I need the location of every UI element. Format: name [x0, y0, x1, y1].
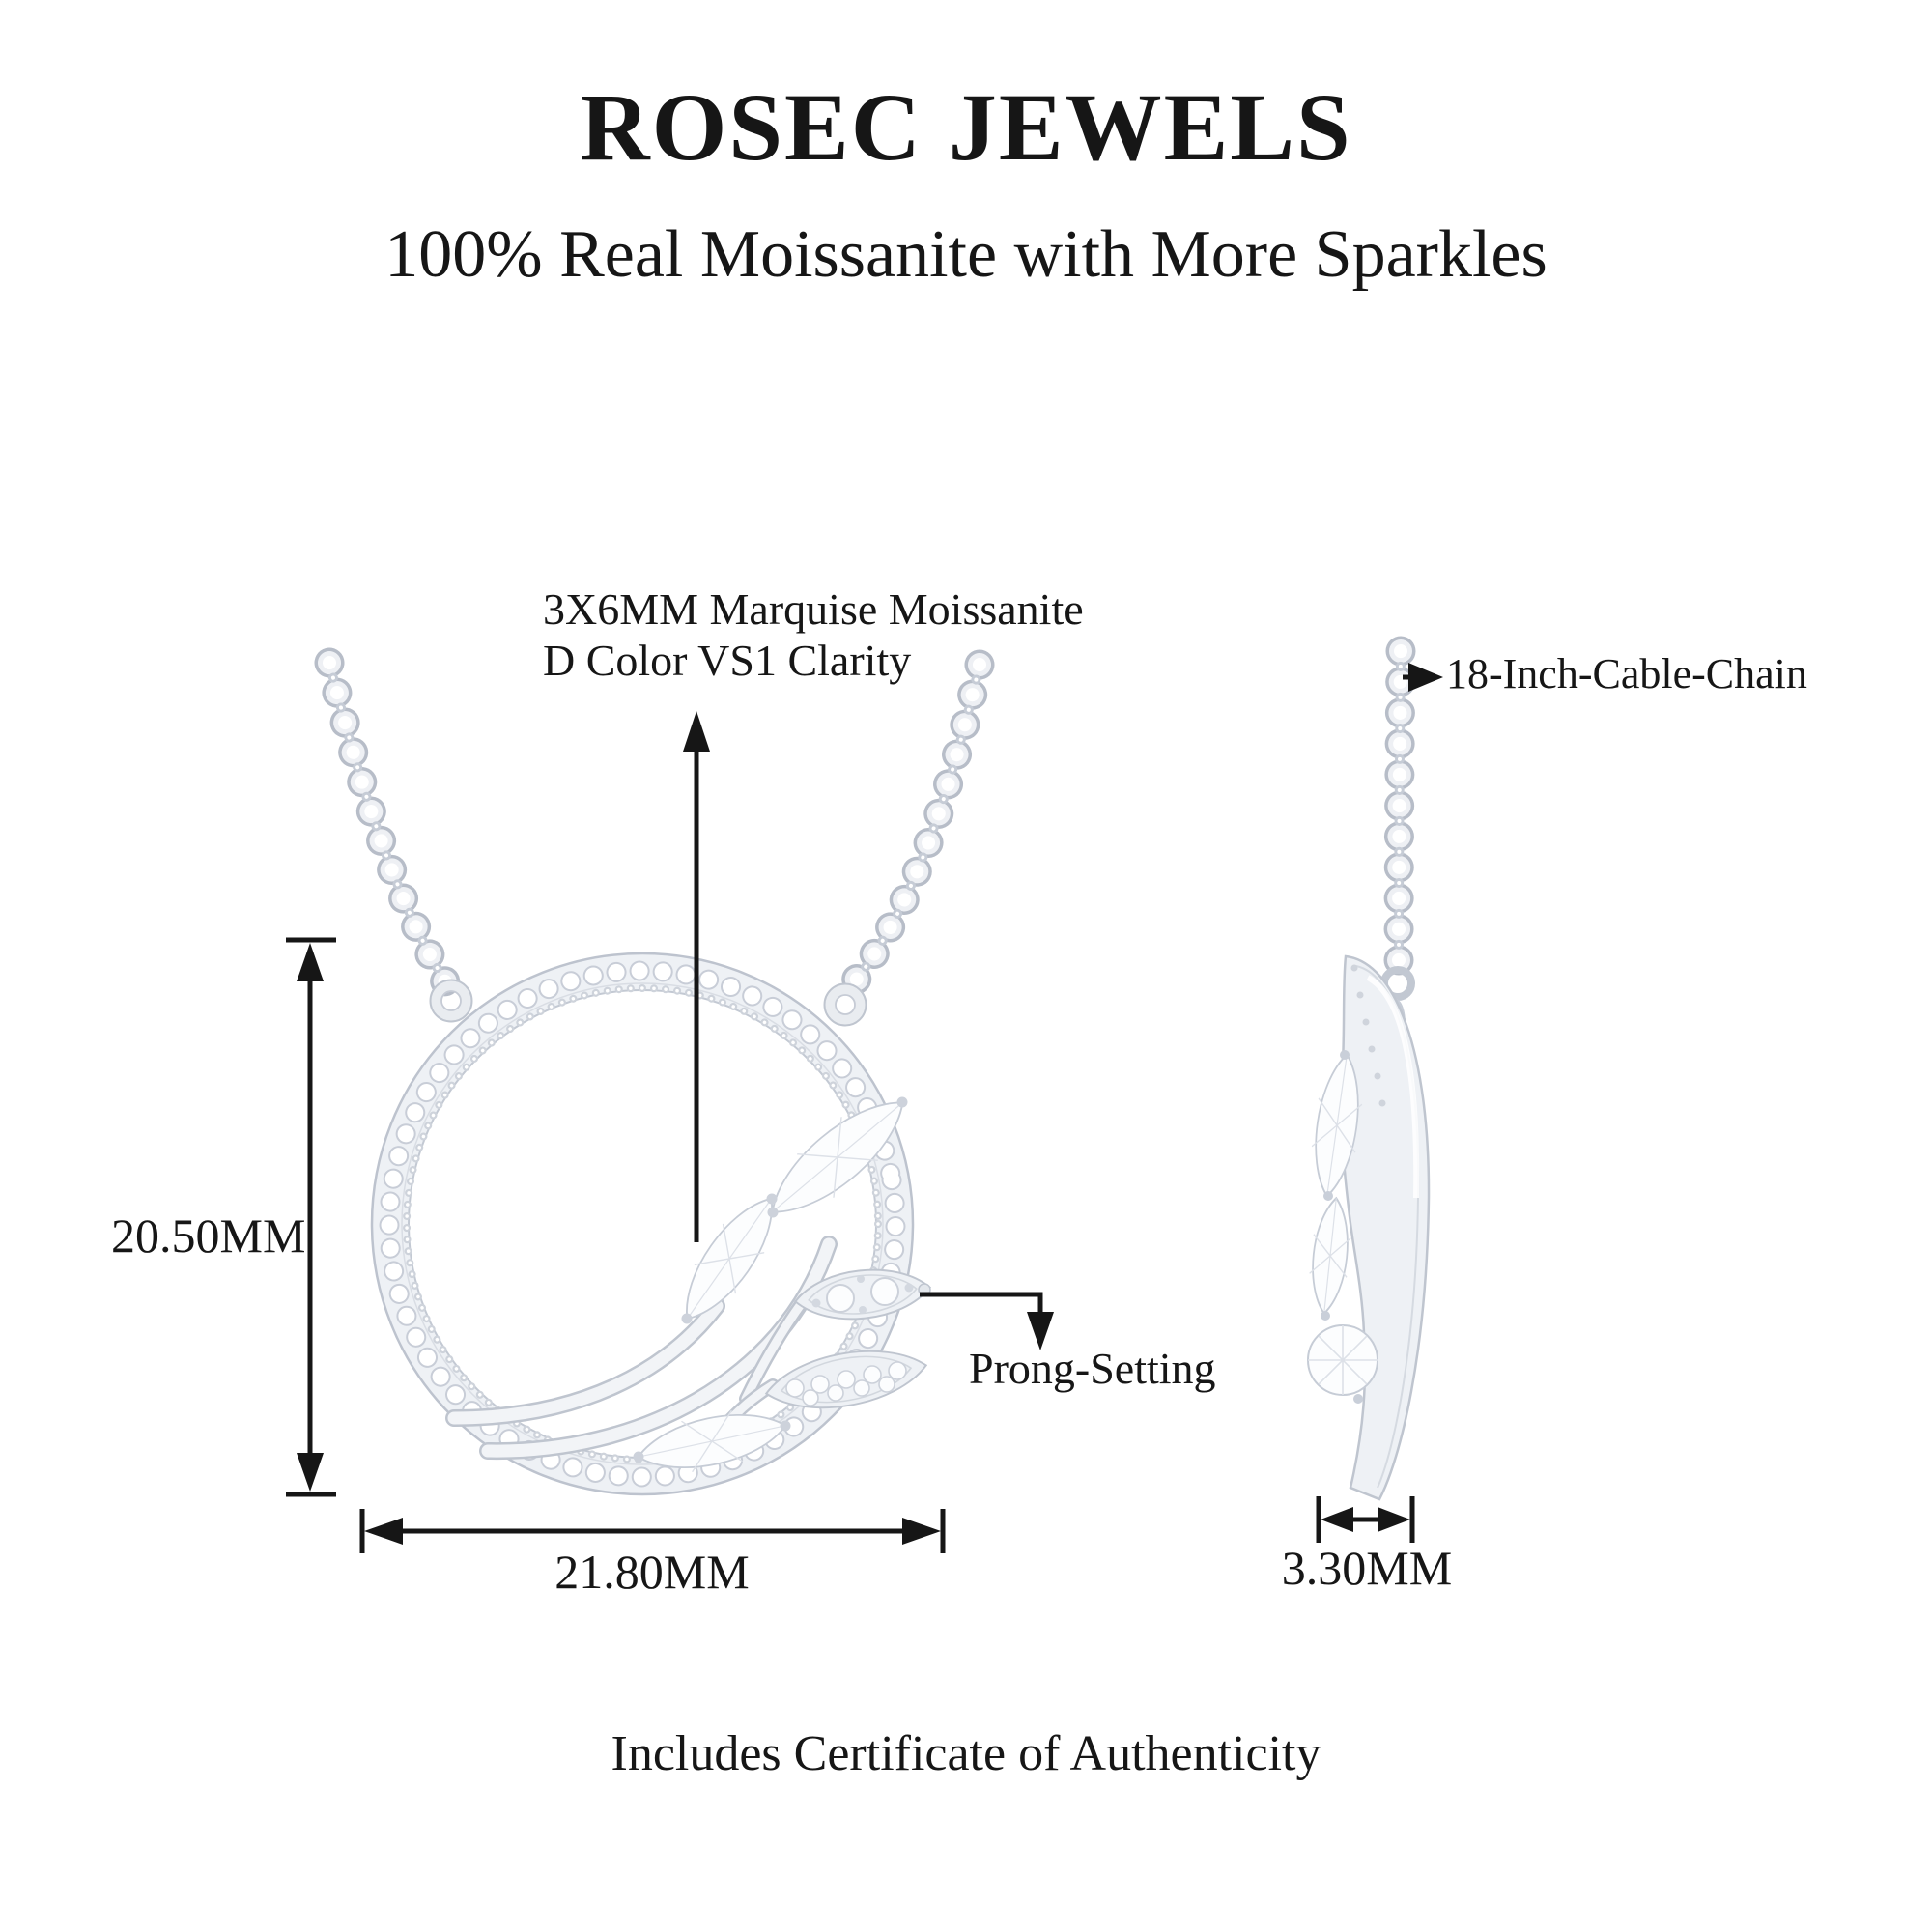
page-title: ROSEC JEWELS: [580, 73, 1352, 181]
certificate-note: Includes Certificate of Authenticity: [611, 1726, 1321, 1781]
chain-left: [329, 663, 446, 983]
stone-spec-line2: D Color VS1 Clarity: [543, 636, 912, 686]
side-marquise-stone: [1306, 1196, 1355, 1315]
chain-annotation-arrow: [1403, 663, 1443, 692]
tagline: 100% Real Moissanite with More Sparkles: [384, 217, 1548, 292]
chain-side: [1399, 651, 1401, 970]
side-band: [1341, 956, 1429, 1499]
stone-spec-line1: 3X6MM Marquise Moissanite: [543, 584, 1084, 634]
stone-spec-annotation: [543, 583, 1084, 687]
chain-right: [850, 665, 980, 987]
depth-dimension-line: [1319, 1496, 1412, 1543]
prong-setting-label: Prong-Setting: [969, 1344, 1216, 1393]
side-round-stone: [1308, 1325, 1378, 1395]
height-dimension-label: 20.50MM: [111, 1208, 306, 1263]
pendant-front-view: [349, 930, 935, 1517]
bail-loop-right: [825, 984, 867, 1026]
pendant-side-view: [1305, 956, 1429, 1499]
depth-dimension-label: 3.30MM: [1281, 1541, 1453, 1595]
chain-length-label: 18-Inch-Cable-Chain: [1446, 650, 1807, 697]
bail-loop-left: [431, 980, 472, 1022]
width-dimension-label: 21.80MM: [554, 1545, 750, 1599]
